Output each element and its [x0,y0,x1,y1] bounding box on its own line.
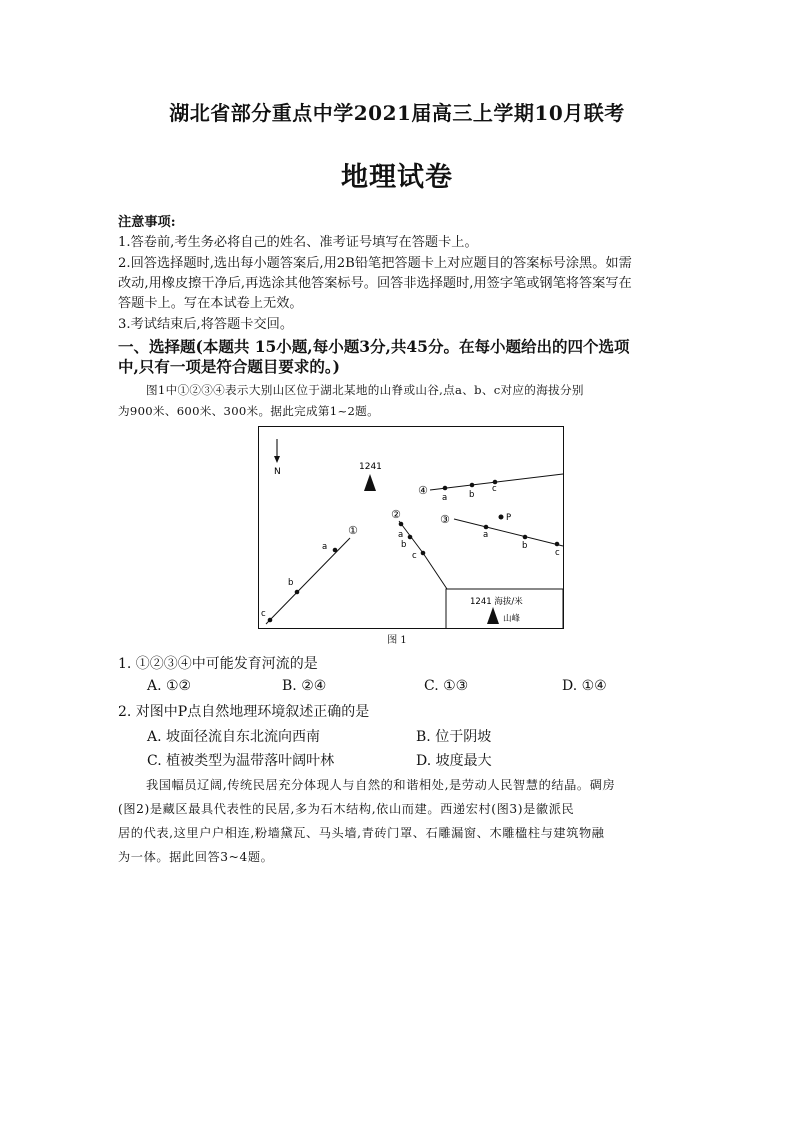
line-1-label-b: b [288,578,294,588]
question-2-option-b: B. 位于阴坡 [416,729,492,745]
line-1-label-c: c [261,609,266,619]
intro-1-line-2: 为900米、600米、300米。据此完成第1~2题。 [118,404,379,418]
line-2-label-c: c [412,551,417,561]
figure-1-caption: 图 1 [387,635,407,646]
question-1-option-d: D. ①④ [562,678,607,694]
question-1-option-b: B. ②④ [282,678,327,694]
section-heading-line-2: 中,只有一项是符合题目要求的。) [118,357,340,376]
peak-elevation: 1241 [359,462,382,472]
notice-item-2-line-1: 2.回答选择题时,选出每小题答案后,用2B铅笔把答题卡上对应题目的答案标号涂黑。如需 [118,256,632,271]
intro-2-line-2: (图2)是藏区最具代表性的民居,多为石木结构,依山而建。西递宏村(图3)是徽派民 [118,802,575,816]
notice-item-1: 1.答卷前,考生务必将自己的姓名、准考证号填写在答题卡上。 [118,235,478,250]
notice-item-3: 3.考试结束后,将答题卡交回。 [118,317,294,332]
subject-title: 地理试卷 [341,162,453,193]
intro-2-line-4: 为一体。据此回答3~4题。 [118,850,274,864]
question-1-stem: 1. ①②③④中可能发育河流的是 [118,656,318,672]
line-2-label: ② [391,508,401,521]
line-4-label: ④ [418,484,428,497]
line-1-point-a [333,548,338,553]
question-1-option-a: A. ①② [147,678,192,694]
figure-1-map [258,426,564,629]
exam-title: 湖北省部分重点中学2021届高三上学期10月联考 [169,101,625,125]
north-label: N [274,467,281,477]
line-2-label-a: a [398,530,404,540]
legend-text: 1241 海拔/米 [470,597,523,607]
line-3-label-b: b [522,541,528,551]
question-2-option-a: A. 坡面径流自东北流向西南 [147,729,321,745]
line-4-point-b [470,483,475,488]
line-2-point-c [421,551,426,556]
notice-heading: 注意事项: [118,215,176,230]
line-3-point-a [484,525,489,530]
question-2-option-c: C. 植被类型为温带落叶阔叶林 [147,753,335,769]
intro-2-line-1: 我国幅员辽阔,传统民居充分体现人与自然的和谐相处,是劳动人民智慧的结晶。碉房 [146,778,616,792]
line-4-label-a: a [442,493,448,503]
line-3-point-c [555,542,560,547]
line-4-point-a [443,486,448,491]
line-1-label-a: a [322,542,328,552]
line-1-point-c [268,618,273,623]
question-2-option-d: D. 坡度最大 [416,753,492,769]
line-4-label-b: b [469,490,475,500]
point-p [499,515,504,520]
intro-2-line-3: 居的代表,这里户户相连,粉墙黛瓦、马头墙,青砖门罩、石雕漏窗、木雕楹柱与建筑物融 [118,826,605,840]
line-3-label: ③ [440,513,450,526]
line-3-label-a: a [483,530,489,540]
point-p-label: P [506,513,512,523]
notice-item-2-line-3: 答题卡上。写在本试卷上无效。 [118,296,303,311]
line-3-point-b [523,535,528,540]
question-2-stem: 2. 对图中P点自然地理环境叙述正确的是 [118,704,370,720]
notice-item-2-line-2: 改动,用橡皮擦干净后,再选涂其他答案标号。回答非选择题时,用签字笔或钢笔将答案写在 [118,276,632,291]
section-heading-line-1: 一、选择题(本题共 15小题,每小题3分,共45分。在每小题给出的四个选项 [118,337,630,356]
line-2-label-b: b [401,540,407,550]
line-2-point-a [399,522,404,527]
line-4-label-c: c [492,484,497,494]
question-1-option-c: C. ①③ [424,678,469,694]
line-1-point-b [295,590,300,595]
line-2-point-b [408,535,413,540]
intro-1-line-1: 图1中①②③④表示大别山区位于湖北某地的山脊或山谷,点a、b、c对应的海拔分别 [146,383,584,397]
line-1-label: ① [348,524,358,537]
legend-label: 山峰 [503,614,521,624]
line-3-label-c: c [555,548,560,558]
